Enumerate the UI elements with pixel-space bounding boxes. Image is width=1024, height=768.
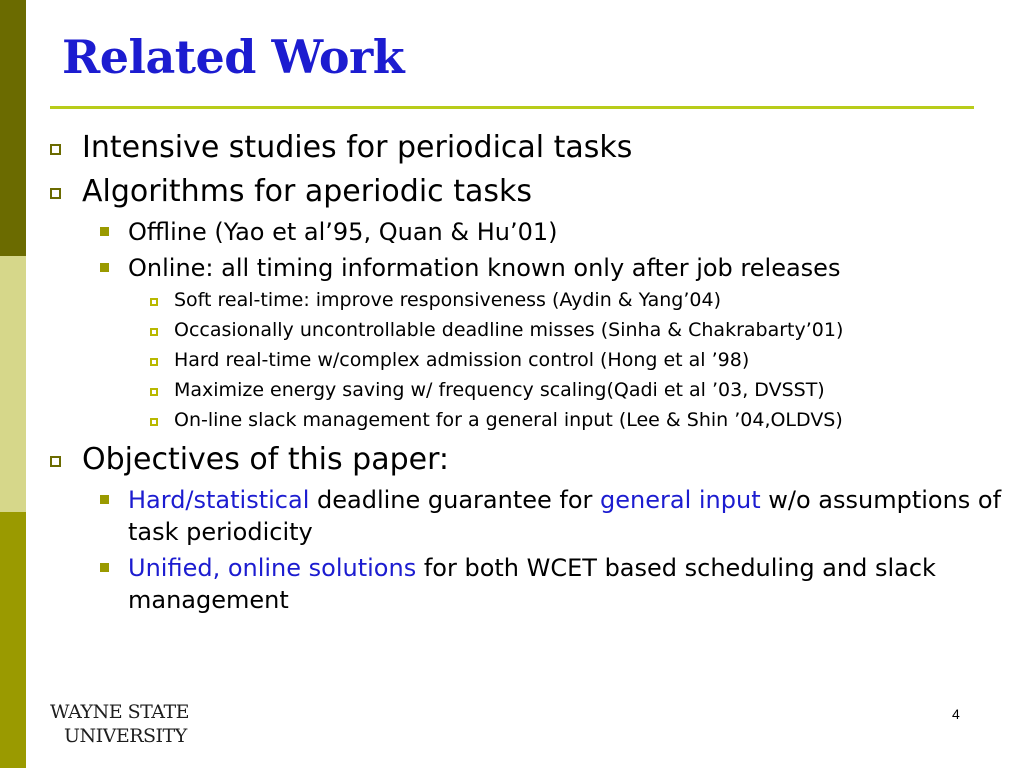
- bullet-level2: [46, 216, 1014, 248]
- bullet-text: Occasionally uncontrollable deadline misses (Sinha & Chakrabarty’01): [174, 319, 844, 341]
- bullet-text: Maximize energy saving w/ frequency scaling(Qadi et al ’03, DVSST): [174, 379, 825, 401]
- bullet-level3: [46, 287, 1014, 314]
- highlighted-text: Hard/statistical: [128, 486, 310, 514]
- filled-square-bullet-icon: [100, 495, 109, 504]
- title-underline: [50, 106, 974, 109]
- hollow-square-bullet-icon: [150, 418, 158, 426]
- hollow-square-bullet-icon: [50, 188, 61, 199]
- bullet-text: Hard real-time w/complex admission control (Hong et al ’98): [174, 349, 750, 371]
- logo-line1: WAYNE STATE: [50, 701, 189, 723]
- left-decorative-bar: [0, 0, 26, 768]
- bullet-level2: [46, 252, 1014, 284]
- bullet-level3: [46, 347, 1014, 374]
- bullet-text: Intensive studies for periodical tasks: [82, 130, 633, 165]
- bullet-level1: [46, 128, 1014, 168]
- bullet-text: w/o assumptions of task periodicity: [128, 486, 1002, 546]
- filled-square-bullet-icon: [100, 227, 109, 236]
- hollow-square-bullet-icon: [150, 328, 158, 336]
- bullet-level1: [46, 172, 1014, 212]
- bullet-text: Offline (Yao et al’95, Quan & Hu’01): [128, 218, 558, 246]
- bullet-level2: [46, 484, 1014, 548]
- hollow-square-bullet-icon: [150, 358, 158, 366]
- filled-square-bullet-icon: [100, 263, 109, 272]
- highlighted-text: Unified, online solutions: [128, 554, 417, 582]
- page-number: 4: [952, 706, 960, 722]
- hollow-square-bullet-icon: [50, 144, 61, 155]
- sidebar-segment-dark: [0, 0, 26, 256]
- slide-title: Related Work: [62, 30, 405, 84]
- bullet-text: Objectives of this paper:: [82, 442, 449, 477]
- bullet-level3: [46, 377, 1014, 404]
- bullet-level3: [46, 407, 1014, 434]
- highlighted-text: general input: [600, 486, 761, 514]
- logo-line2: UNIVERSITY: [64, 725, 187, 747]
- filled-square-bullet-icon: [100, 563, 109, 572]
- bullet-level1: [46, 440, 1014, 480]
- bullet-text: On-line slack management for a general input (Lee & Shin ’04,OLDVS): [174, 409, 843, 431]
- hollow-square-bullet-icon: [50, 456, 61, 467]
- hollow-square-bullet-icon: [150, 388, 158, 396]
- sidebar-segment-mid: [0, 512, 26, 768]
- bullet-level3: [46, 317, 1014, 344]
- sidebar-segment-light: [0, 256, 26, 512]
- bullet-level2: [46, 552, 1014, 616]
- bullet-text: deadline guarantee for: [309, 486, 601, 514]
- university-logo: [50, 700, 189, 748]
- bullet-text: Algorithms for aperiodic tasks: [82, 174, 532, 209]
- bullet-text: Soft real-time: improve responsiveness (Aydin & Yang’04): [174, 289, 721, 311]
- hollow-square-bullet-icon: [150, 298, 158, 306]
- slide-content: [46, 124, 1014, 616]
- bullet-text: Online: all timing information known only after job releases: [128, 254, 841, 282]
- bullet-text: for both WCET based scheduling and slack management: [128, 554, 936, 614]
